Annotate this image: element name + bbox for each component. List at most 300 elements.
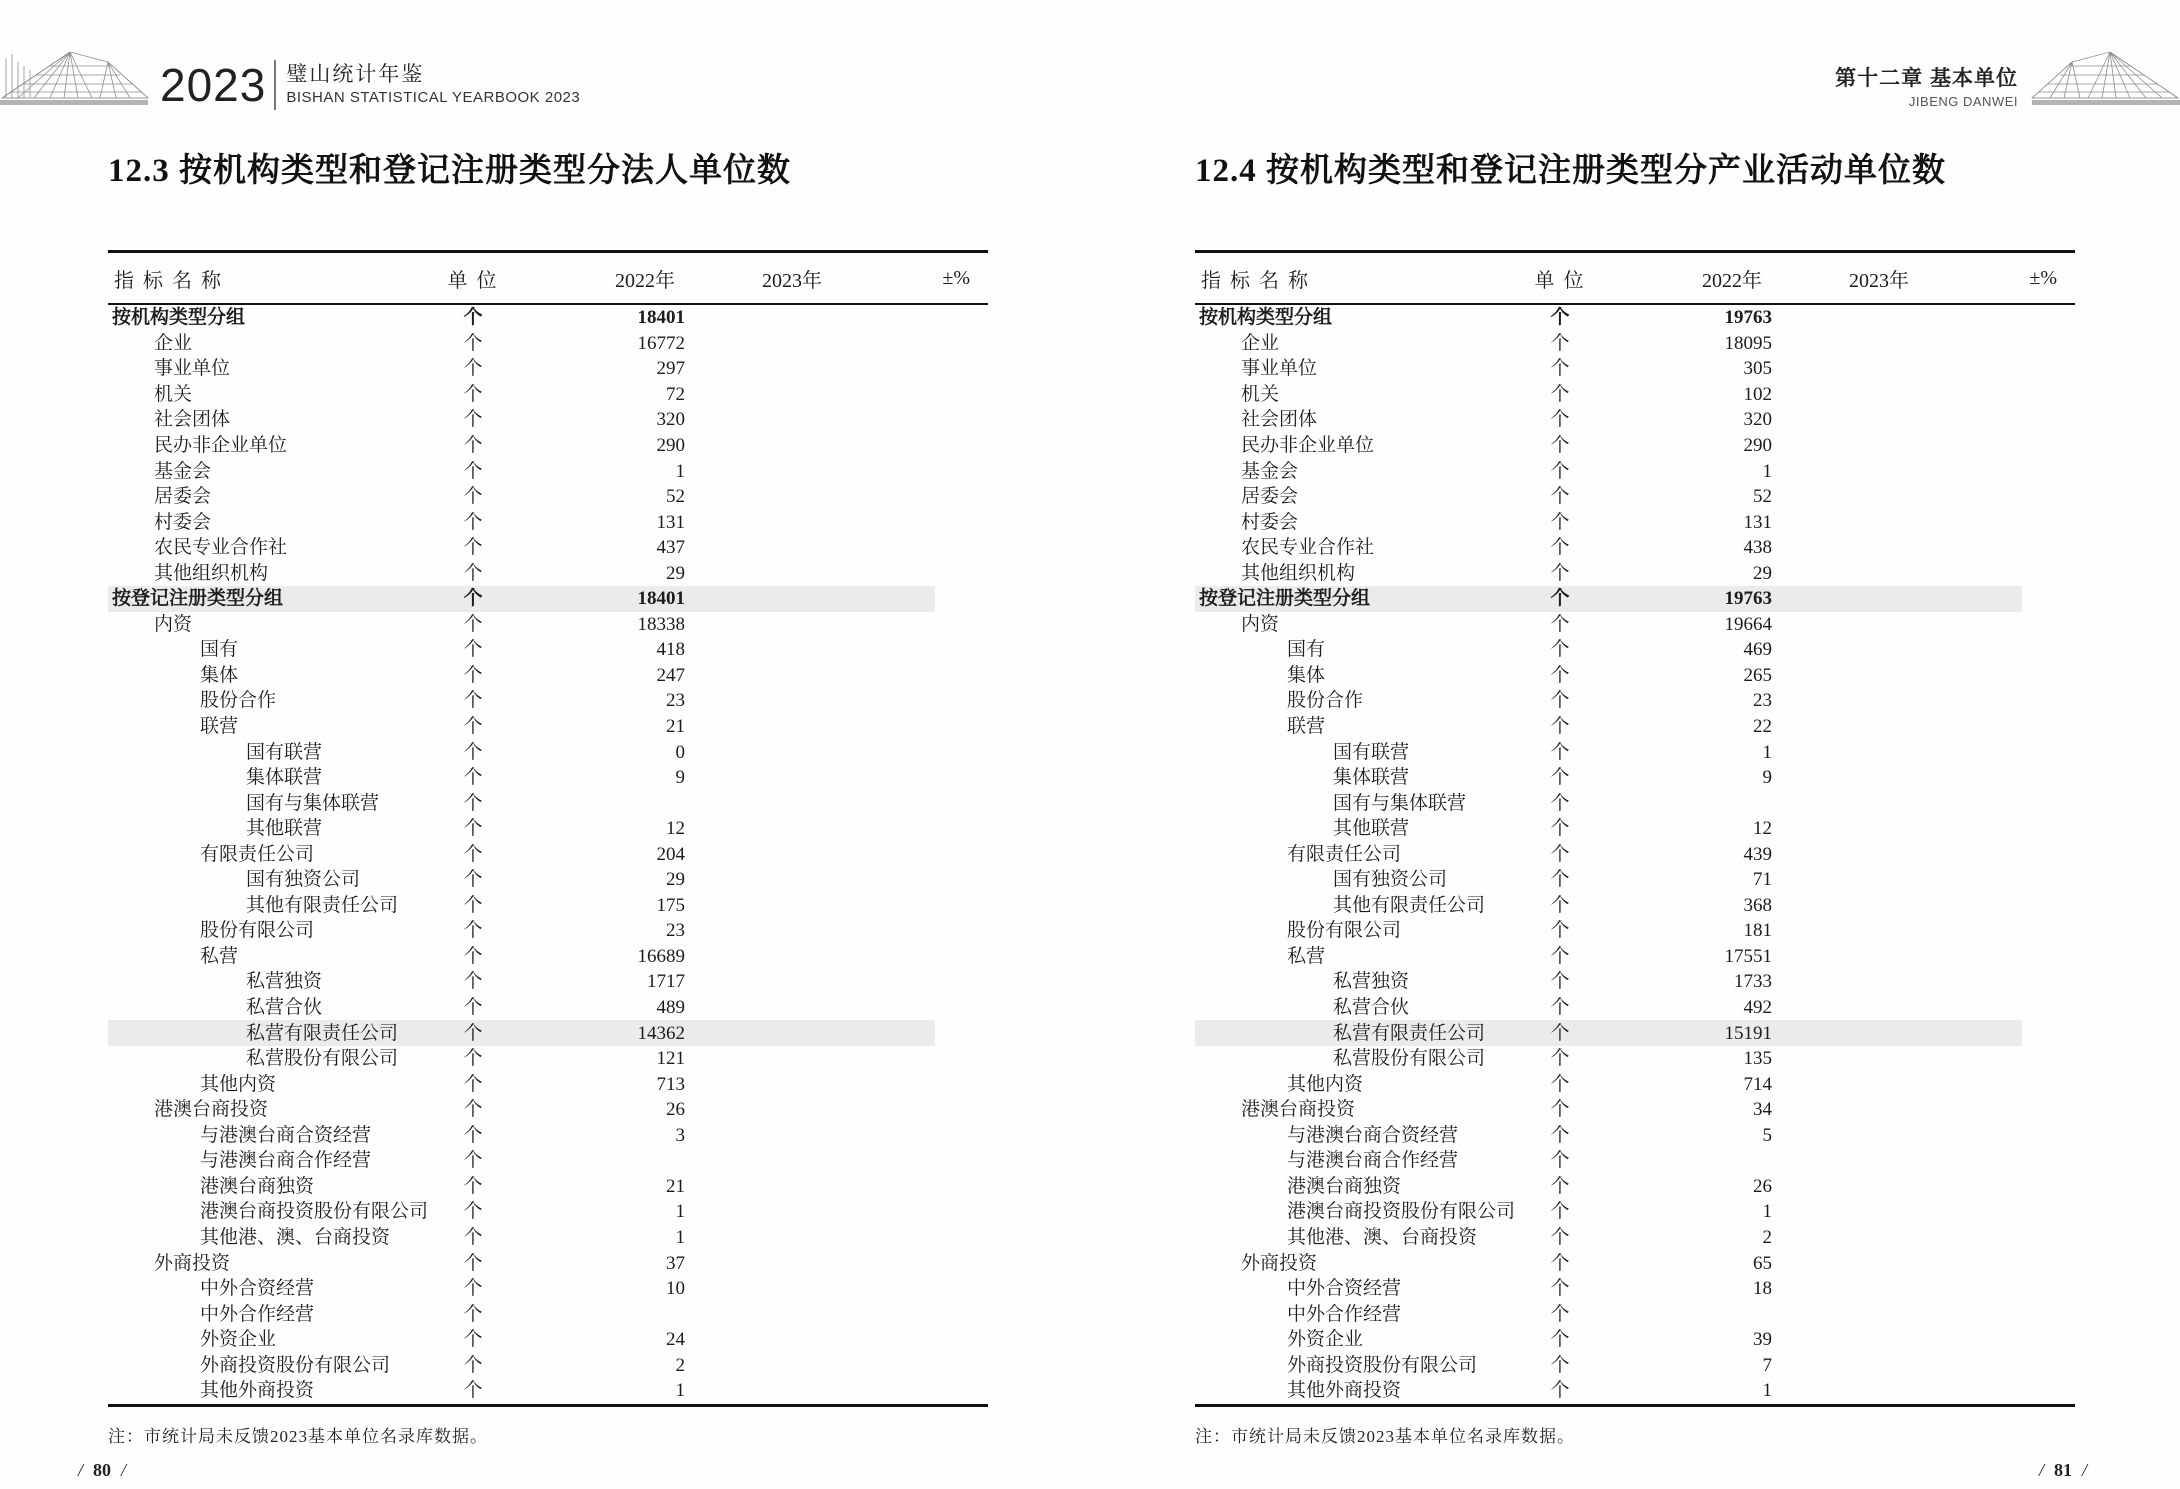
right-page-section bbox=[1195, 0, 2087, 1489]
unit-cell: 个 bbox=[1550, 332, 1570, 354]
right-page-note: 注：市统计局未反馈2023基本单位名录库数据。 bbox=[1195, 1427, 1575, 1446]
value-2022-cell: 39 bbox=[1753, 1329, 1772, 1351]
unit-cell: 个 bbox=[463, 1073, 483, 1095]
pct-change-cell bbox=[828, 1301, 988, 1327]
unit-cell: 个 bbox=[463, 1226, 483, 1248]
pct-change-cell bbox=[1915, 1097, 2075, 1123]
value-2023-cell bbox=[685, 331, 828, 357]
table-row bbox=[1195, 1046, 2075, 1072]
value-2022-cell: 131 bbox=[1743, 511, 1772, 533]
value-2023-cell bbox=[1772, 560, 1915, 586]
indicator-cell: 其他有限责任公司 bbox=[1333, 894, 1486, 916]
pct-change-cell bbox=[828, 1071, 988, 1097]
table-row bbox=[108, 433, 988, 459]
table-row bbox=[1195, 1071, 2075, 1097]
unit-cell: 个 bbox=[1550, 971, 1570, 993]
table-row bbox=[108, 1097, 988, 1123]
page-number-value: 80 bbox=[93, 1460, 112, 1480]
pct-change-cell bbox=[1915, 739, 2075, 765]
table-row bbox=[1195, 1276, 2075, 1302]
indicator-cell: 外资企业 bbox=[200, 1329, 277, 1351]
value-2022-cell: 3 bbox=[675, 1124, 685, 1146]
indicator-cell: 有限责任公司 bbox=[200, 843, 315, 865]
table-row bbox=[1195, 1148, 2075, 1174]
value-2023-cell bbox=[685, 433, 828, 459]
unit-cell: 个 bbox=[1550, 767, 1570, 789]
table-header-row bbox=[108, 252, 988, 305]
indicator-cell: 社会团体 bbox=[154, 409, 231, 431]
value-2023-cell bbox=[1772, 637, 1915, 663]
value-2023-cell bbox=[685, 1276, 828, 1302]
yearbook-title-en: BISHAN STATISTICAL YEARBOOK 2023 bbox=[286, 89, 581, 107]
table-row bbox=[108, 1250, 988, 1276]
indicator-cell: 内资 bbox=[154, 613, 193, 635]
table-12-3 bbox=[108, 250, 988, 1407]
pct-change-cell bbox=[828, 1352, 988, 1378]
value-2023-cell bbox=[1772, 893, 1915, 919]
table-row bbox=[108, 1174, 988, 1200]
pct-change-cell bbox=[1915, 331, 2075, 357]
indicator-cell: 集体 bbox=[200, 664, 239, 686]
indicator-cell: 其他港、澳、台商投资 bbox=[1287, 1226, 1478, 1248]
value-2022-cell: 24 bbox=[666, 1329, 685, 1351]
indicator-cell: 机关 bbox=[154, 383, 193, 405]
value-2022-cell: 437 bbox=[656, 537, 685, 559]
value-2022-cell: 26 bbox=[666, 1099, 685, 1121]
pct-change-cell bbox=[1915, 714, 2075, 740]
unit-cell: 个 bbox=[463, 409, 483, 431]
indicator-cell: 其他内资 bbox=[200, 1073, 277, 1095]
pct-change-cell bbox=[828, 1020, 988, 1046]
value-2022-cell bbox=[518, 790, 685, 816]
value-2022-cell: 1 bbox=[1762, 1380, 1772, 1402]
table-row bbox=[108, 509, 988, 535]
pct-change-cell bbox=[828, 893, 988, 919]
pct-change-cell bbox=[828, 816, 988, 842]
value-2023-cell bbox=[685, 790, 828, 816]
pct-change-cell bbox=[1915, 586, 2075, 612]
indicator-cell: 股份合作 bbox=[200, 690, 277, 712]
value-2022-cell: 18095 bbox=[1724, 332, 1772, 354]
col-header-unit: 单 位 bbox=[1515, 252, 1605, 305]
value-2022-cell: 52 bbox=[1753, 486, 1772, 508]
table-row bbox=[108, 1327, 988, 1353]
table-row bbox=[1195, 637, 2075, 663]
value-2022-cell: 1 bbox=[1762, 741, 1772, 763]
value-2023-cell bbox=[1772, 1199, 1915, 1225]
value-2023-cell bbox=[1772, 1046, 1915, 1072]
table-row bbox=[1195, 841, 2075, 867]
value-2022-cell: 65 bbox=[1753, 1252, 1772, 1274]
indicator-cell: 与港澳台商合作经营 bbox=[200, 1150, 372, 1172]
col-header-2023: 2023年 bbox=[1772, 252, 1915, 305]
value-2023-cell bbox=[1772, 816, 1915, 842]
value-2023-cell bbox=[1772, 612, 1915, 638]
indicator-cell: 机关 bbox=[1241, 383, 1280, 405]
pct-change-cell bbox=[828, 535, 988, 561]
unit-cell: 个 bbox=[1550, 1354, 1570, 1376]
indicator-cell: 股份有限公司 bbox=[1287, 920, 1402, 942]
pct-change-cell bbox=[1915, 407, 2075, 433]
pct-change-cell bbox=[828, 612, 988, 638]
value-2023-cell bbox=[685, 663, 828, 689]
value-2023-cell bbox=[1772, 944, 1915, 970]
value-2022-cell: 71 bbox=[1753, 869, 1772, 891]
value-2023-cell bbox=[1772, 918, 1915, 944]
unit-cell: 个 bbox=[463, 332, 483, 354]
value-2022-cell: 17551 bbox=[1724, 945, 1772, 967]
unit-cell: 个 bbox=[1550, 588, 1570, 610]
value-2023-cell bbox=[685, 1174, 828, 1200]
indicator-cell: 外商投资股份有限公司 bbox=[1287, 1354, 1478, 1376]
value-2022-cell: 181 bbox=[1743, 920, 1772, 942]
indicator-cell: 联营 bbox=[1287, 716, 1326, 738]
indicator-cell: 外商投资 bbox=[154, 1252, 231, 1274]
unit-cell: 个 bbox=[1550, 639, 1570, 661]
indicator-cell: 事业单位 bbox=[1241, 358, 1318, 380]
pct-change-cell bbox=[828, 484, 988, 510]
unit-cell: 个 bbox=[1550, 613, 1570, 635]
unit-cell: 个 bbox=[463, 307, 483, 329]
value-2023-cell bbox=[1772, 765, 1915, 791]
indicator-cell: 农民专业合作社 bbox=[1241, 537, 1375, 559]
value-2023-cell bbox=[685, 816, 828, 842]
unit-cell: 个 bbox=[1550, 358, 1570, 380]
value-2023-cell bbox=[1772, 535, 1915, 561]
pct-change-cell bbox=[828, 331, 988, 357]
table-row bbox=[1195, 1097, 2075, 1123]
table-row bbox=[1195, 1327, 2075, 1353]
pct-change-cell bbox=[1915, 969, 2075, 995]
unit-cell: 个 bbox=[463, 1380, 483, 1402]
indicator-cell: 村委会 bbox=[1241, 511, 1299, 533]
table-row bbox=[108, 1199, 988, 1225]
value-2023-cell bbox=[685, 407, 828, 433]
value-2022-cell: 0 bbox=[675, 741, 685, 763]
value-2022-cell: 21 bbox=[666, 1175, 685, 1197]
value-2022-cell: 713 bbox=[656, 1073, 685, 1095]
table-row bbox=[108, 663, 988, 689]
value-2023-cell bbox=[1772, 1327, 1915, 1353]
value-2022-cell: 23 bbox=[1753, 690, 1772, 712]
unit-cell: 个 bbox=[463, 537, 483, 559]
value-2022-cell: 18401 bbox=[637, 307, 685, 329]
value-2023-cell bbox=[685, 612, 828, 638]
pct-change-cell bbox=[1915, 995, 2075, 1021]
table-row bbox=[108, 944, 988, 970]
value-2022-cell: 1 bbox=[675, 1201, 685, 1223]
value-2022-cell: 12 bbox=[666, 818, 685, 840]
table-row bbox=[1195, 458, 2075, 484]
indicator-cell: 其他组织机构 bbox=[1241, 562, 1356, 584]
pct-change-cell bbox=[828, 688, 988, 714]
yearbook-title-cn: 璧山统计年鉴 bbox=[286, 63, 425, 87]
value-2022-cell: 34 bbox=[1753, 1099, 1772, 1121]
table-row bbox=[108, 1071, 988, 1097]
indicator-cell: 基金会 bbox=[1241, 460, 1299, 482]
value-2023-cell bbox=[685, 1199, 828, 1225]
table-row bbox=[1195, 407, 2075, 433]
pct-change-cell bbox=[828, 1097, 988, 1123]
table-row bbox=[1195, 893, 2075, 919]
value-2022-cell: 492 bbox=[1743, 997, 1772, 1019]
pct-change-cell bbox=[828, 944, 988, 970]
value-2023-cell bbox=[685, 867, 828, 893]
unit-cell: 个 bbox=[463, 843, 483, 865]
indicator-cell: 内资 bbox=[1241, 613, 1280, 635]
value-2022-cell: 22 bbox=[1753, 716, 1772, 738]
unit-cell: 个 bbox=[463, 792, 483, 814]
value-2022-cell: 23 bbox=[666, 690, 685, 712]
unit-cell: 个 bbox=[1550, 664, 1570, 686]
unit-cell: 个 bbox=[1550, 716, 1570, 738]
indicator-cell: 其他外商投资 bbox=[200, 1380, 315, 1402]
value-2023-cell bbox=[1772, 739, 1915, 765]
col-header-2023: 2023年 bbox=[685, 252, 828, 305]
value-2022-cell: 72 bbox=[666, 383, 685, 405]
value-2023-cell bbox=[685, 841, 828, 867]
value-2023-cell bbox=[685, 893, 828, 919]
pct-change-cell bbox=[1915, 944, 2075, 970]
indicator-cell: 村委会 bbox=[154, 511, 212, 533]
value-2023-cell bbox=[685, 995, 828, 1021]
table-row bbox=[108, 1276, 988, 1302]
value-2023-cell bbox=[1772, 663, 1915, 689]
pct-change-cell bbox=[828, 1276, 988, 1302]
page-number-slash: / bbox=[2038, 1460, 2044, 1480]
value-2022-cell: 1 bbox=[1762, 460, 1772, 482]
value-2022-cell: 1 bbox=[675, 1226, 685, 1248]
value-2023-cell bbox=[685, 1123, 828, 1149]
unit-cell: 个 bbox=[463, 971, 483, 993]
table-row bbox=[108, 867, 988, 893]
table-row bbox=[1195, 867, 2075, 893]
unit-cell: 个 bbox=[463, 588, 483, 610]
indicator-cell: 国有与集体联营 bbox=[1333, 792, 1467, 814]
pct-change-cell bbox=[828, 841, 988, 867]
table-row bbox=[1195, 484, 2075, 510]
value-2023-cell bbox=[685, 382, 828, 408]
value-2022-cell: 320 bbox=[1743, 409, 1772, 431]
table-row bbox=[1195, 560, 2075, 586]
page-number-slash: / bbox=[78, 1460, 84, 1480]
table-row bbox=[1195, 1352, 2075, 1378]
pct-change-cell bbox=[1915, 765, 2075, 791]
indicator-cell: 港澳台商投资 bbox=[1241, 1099, 1356, 1121]
table-row bbox=[1195, 663, 2075, 689]
indicator-cell: 其他港、澳、台商投资 bbox=[200, 1226, 391, 1248]
pct-change-cell bbox=[1915, 1071, 2075, 1097]
table-row bbox=[108, 688, 988, 714]
value-2022-cell: 131 bbox=[656, 511, 685, 533]
value-2022-cell: 2 bbox=[675, 1354, 685, 1376]
value-2023-cell bbox=[685, 739, 828, 765]
value-2023-cell bbox=[685, 458, 828, 484]
value-2023-cell bbox=[685, 688, 828, 714]
value-2022-cell: 439 bbox=[1743, 843, 1772, 865]
value-2022-cell: 16772 bbox=[637, 332, 685, 354]
value-2023-cell bbox=[685, 484, 828, 510]
value-2023-cell bbox=[1772, 484, 1915, 510]
value-2022-cell: 2 bbox=[1762, 1226, 1772, 1248]
value-2023-cell bbox=[685, 1327, 828, 1353]
pct-change-cell bbox=[828, 1250, 988, 1276]
statistics-table bbox=[108, 250, 988, 1407]
unit-cell: 个 bbox=[1550, 486, 1570, 508]
value-2022-cell: 23 bbox=[666, 920, 685, 942]
unit-cell: 个 bbox=[1550, 1226, 1570, 1248]
value-2023-cell bbox=[1772, 969, 1915, 995]
pct-change-cell bbox=[828, 918, 988, 944]
indicator-cell: 国有 bbox=[200, 639, 239, 661]
indicator-cell: 私营股份有限公司 bbox=[1333, 1048, 1486, 1070]
table-row bbox=[108, 484, 988, 510]
value-2022-cell: 19664 bbox=[1724, 613, 1772, 635]
value-2023-cell bbox=[1772, 331, 1915, 357]
indicator-cell: 按登记注册类型分组 bbox=[1199, 588, 1371, 610]
unit-cell: 个 bbox=[463, 1022, 483, 1044]
pct-change-cell bbox=[828, 407, 988, 433]
pct-change-cell bbox=[828, 1199, 988, 1225]
indicator-cell: 事业单位 bbox=[154, 358, 231, 380]
indicator-cell: 私营股份有限公司 bbox=[246, 1048, 399, 1070]
value-2023-cell bbox=[1772, 1097, 1915, 1123]
unit-cell: 个 bbox=[1550, 1329, 1570, 1351]
indicator-cell: 中外合作经营 bbox=[200, 1303, 315, 1325]
unit-cell: 个 bbox=[463, 920, 483, 942]
pct-change-cell bbox=[828, 1327, 988, 1353]
indicator-cell: 国有与集体联营 bbox=[246, 792, 380, 814]
value-2022-cell: 18 bbox=[1753, 1278, 1772, 1300]
table-row bbox=[108, 1046, 988, 1072]
pct-change-cell bbox=[1915, 637, 2075, 663]
table-row bbox=[108, 739, 988, 765]
value-2023-cell bbox=[685, 304, 828, 331]
indicator-cell: 集体联营 bbox=[246, 767, 323, 789]
value-2022-cell: 19763 bbox=[1724, 588, 1772, 610]
value-2023-cell bbox=[1772, 1148, 1915, 1174]
pct-change-cell bbox=[1915, 1327, 2075, 1353]
table-row bbox=[108, 535, 988, 561]
table-12-3-title: 12.3 按机构类型和登记注册类型分法人单位数 bbox=[108, 153, 791, 190]
value-2023-cell bbox=[685, 586, 828, 612]
unit-cell: 个 bbox=[1550, 1124, 1570, 1146]
table-row bbox=[1195, 1225, 2075, 1251]
value-2022-cell bbox=[1605, 790, 1772, 816]
unit-cell: 个 bbox=[463, 741, 483, 763]
unit-cell: 个 bbox=[1550, 792, 1570, 814]
table-row bbox=[108, 995, 988, 1021]
pct-change-cell bbox=[828, 356, 988, 382]
value-2022-cell: 9 bbox=[1762, 767, 1772, 789]
table-row bbox=[1195, 433, 2075, 459]
left-page-section bbox=[78, 0, 988, 1489]
indicator-cell: 港澳台商独资 bbox=[1287, 1175, 1402, 1197]
unit-cell: 个 bbox=[463, 690, 483, 712]
value-2023-cell bbox=[1772, 407, 1915, 433]
table-row bbox=[1195, 1174, 2075, 1200]
value-2023-cell bbox=[1772, 509, 1915, 535]
unit-cell: 个 bbox=[1550, 307, 1570, 329]
indicator-cell: 国有独资公司 bbox=[1333, 869, 1448, 891]
value-2022-cell: 290 bbox=[1743, 435, 1772, 456]
pct-change-cell bbox=[828, 458, 988, 484]
chapter-title-en: JIBENG DANWEI bbox=[1908, 94, 2018, 109]
pct-change-cell bbox=[1915, 1199, 2075, 1225]
value-2023-cell bbox=[685, 1020, 828, 1046]
indicator-cell: 港澳台商投资股份有限公司 bbox=[200, 1201, 429, 1223]
indicator-cell: 中外合资经营 bbox=[200, 1278, 315, 1300]
value-2023-cell bbox=[1772, 458, 1915, 484]
indicator-cell: 国有联营 bbox=[1333, 741, 1410, 763]
pct-change-cell bbox=[828, 304, 988, 331]
value-2023-cell bbox=[685, 1046, 828, 1072]
value-2022-cell: 37 bbox=[666, 1252, 685, 1274]
indicator-cell: 其他联营 bbox=[246, 818, 323, 840]
pct-change-cell bbox=[1915, 458, 2075, 484]
value-2022-cell: 305 bbox=[1743, 358, 1772, 380]
pct-change-cell bbox=[828, 637, 988, 663]
table-row bbox=[1195, 739, 2075, 765]
table-row bbox=[1195, 382, 2075, 408]
indicator-cell: 国有独资公司 bbox=[246, 869, 361, 891]
value-2023-cell bbox=[685, 1301, 828, 1327]
table-row bbox=[108, 714, 988, 740]
value-2023-cell bbox=[1772, 1250, 1915, 1276]
indicator-cell: 按机构类型分组 bbox=[112, 307, 246, 329]
unit-cell: 个 bbox=[1550, 1278, 1570, 1300]
value-2023-cell bbox=[1772, 1378, 1915, 1405]
pct-change-cell bbox=[828, 509, 988, 535]
pct-change-cell bbox=[828, 1148, 988, 1174]
value-2023-cell bbox=[1772, 1276, 1915, 1302]
table-12-4 bbox=[1195, 250, 2073, 1407]
pct-change-cell bbox=[828, 969, 988, 995]
indicator-cell: 外资企业 bbox=[1287, 1329, 1364, 1351]
unit-cell: 个 bbox=[463, 1124, 483, 1146]
indicator-cell: 港澳台商独资 bbox=[200, 1175, 315, 1197]
indicator-cell: 私营有限责任公司 bbox=[1333, 1022, 1486, 1044]
table-row bbox=[108, 304, 988, 331]
left-page-note: 注：市统计局未反馈2023基本单位名录库数据。 bbox=[108, 1427, 488, 1446]
value-2022-cell bbox=[1605, 1301, 1772, 1327]
table-row bbox=[1195, 714, 2075, 740]
table-header-row bbox=[1195, 252, 2075, 305]
table-row bbox=[108, 407, 988, 433]
value-2023-cell bbox=[1772, 1225, 1915, 1251]
table-row bbox=[1195, 304, 2075, 331]
pct-change-cell bbox=[1915, 790, 2075, 816]
value-2023-cell bbox=[1772, 1301, 1915, 1327]
table-row bbox=[1195, 1020, 2075, 1046]
col-header-2022: 2022年 bbox=[518, 252, 685, 305]
value-2022-cell: 102 bbox=[1743, 383, 1772, 405]
pct-change-cell bbox=[1915, 382, 2075, 408]
value-2022-cell: 175 bbox=[656, 894, 685, 916]
indicator-cell: 与港澳台商合资经营 bbox=[1287, 1124, 1459, 1146]
table-row bbox=[1195, 969, 2075, 995]
unit-cell: 个 bbox=[463, 1099, 483, 1121]
indicator-cell: 私营独资 bbox=[246, 971, 323, 993]
value-2022-cell: 5 bbox=[1762, 1124, 1772, 1146]
indicator-cell: 企业 bbox=[154, 332, 193, 354]
value-2022-cell: 1733 bbox=[1734, 971, 1772, 993]
unit-cell: 个 bbox=[1550, 920, 1570, 942]
table-row bbox=[1195, 816, 2075, 842]
indicator-cell: 私营有限责任公司 bbox=[246, 1022, 399, 1044]
value-2023-cell bbox=[685, 1148, 828, 1174]
value-2023-cell bbox=[685, 765, 828, 791]
